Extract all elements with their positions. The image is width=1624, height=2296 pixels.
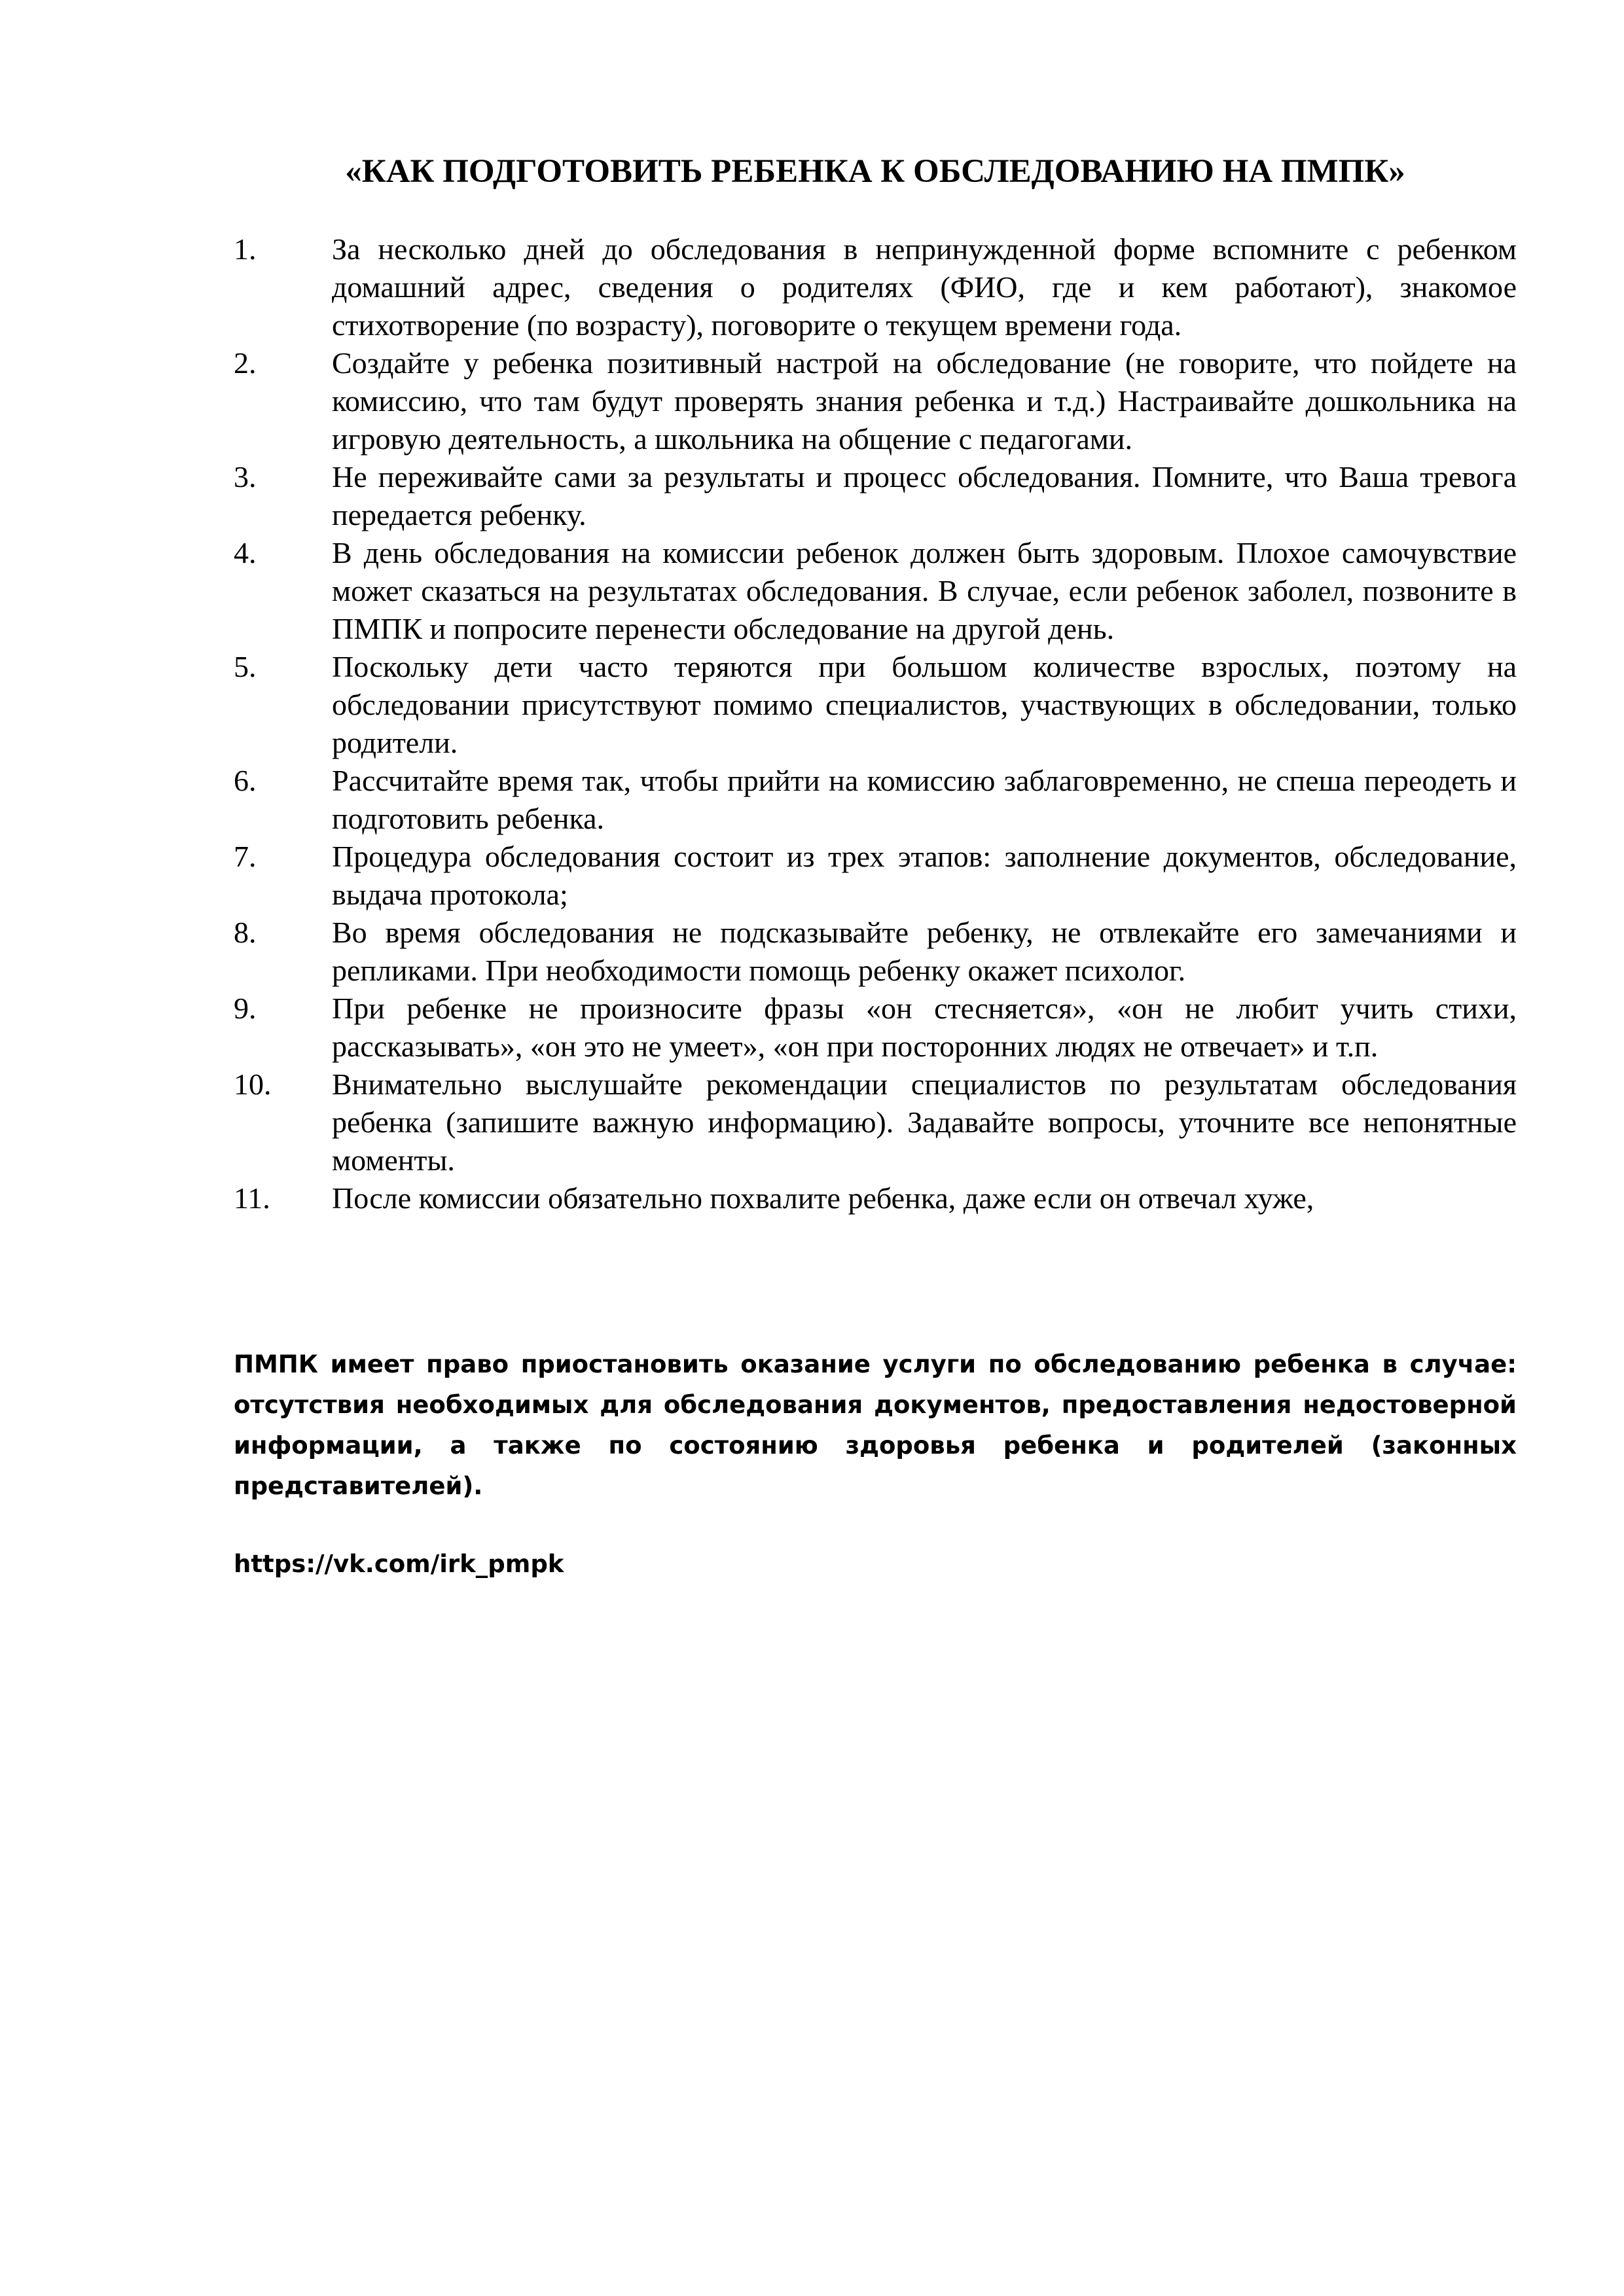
list-item-text: Во время обследования не подсказывайте ребенку, не отвлекайте его замечаниями и репликами. При необходимости помощь ребенку окажет психолог.	[332, 916, 1517, 987]
vk-link[interactable]: https://vk.com/irk_pmpk	[234, 1550, 564, 1578]
list-item-number: 8.	[234, 916, 257, 949]
list-item-text: При ребенке не произносите фразы «он стесняется», «он не любит учить стихи, рассказывать», «он это не умеет», «он при посторонних людях не отвечает» и т.п.	[332, 992, 1517, 1063]
list-item	[234, 838, 1517, 914]
list-item-text: В день обследования на комиссии ребенок должен быть здоровым. Плохое самочувствие может сказаться на результатах обследования. В случае, если ребенок заболел, позвоните в ПМПК и попросите перенести обследование на другой день.	[332, 536, 1517, 645]
list-item-number: 4.	[234, 536, 257, 569]
list-item	[234, 458, 1517, 534]
list-item-number: 5.	[234, 650, 257, 683]
list-item-text: Рассчитайте время так, чтобы прийти на комиссию заблаговременно, не спеша переодеть и подготовить ребенка.	[332, 764, 1517, 835]
list-item-number: 2.	[234, 346, 257, 380]
list-item-text: Не переживайте сами за результаты и процесс обследования. Помните, что Ваша тревога передается ребенку.	[332, 460, 1517, 531]
list-item-text: Создайте у ребенка позитивный настрой на обследование (не говорите, что пойдете на комиссию, что там будут проверять знания ребенка и т.д.) Настраивайте дошкольника на игровую деятельность, а школьника на общение с педагогами.	[332, 346, 1517, 456]
list-item-number: 1.	[234, 232, 257, 266]
list-item	[234, 534, 1517, 648]
list-item-text: Поскольку дети часто теряются при большом количестве взрослых, поэтому на обследовании присутствуют помимо специалистов, участвующих в обследовании, только родители.	[332, 650, 1517, 759]
list-item-text: Внимательно выслушайте рекомендации специалистов по результатам обследования ребенка (запишите важную информацию). Задавайте вопросы, уточните все непонятные моменты.	[332, 1067, 1517, 1177]
list-item-number: 11.	[234, 1181, 270, 1215]
list-item-text: Процедура обследования состоит из трех этапов: заполнение документов, обследование, выдача протокола;	[332, 840, 1517, 911]
list-item	[234, 762, 1517, 838]
notice-paragraph: ПМПК имеет право приостановить оказание услуги по обследованию ребенка в случае: отсутствия необходимых для обследования документов, предоставления недостоверной информации, а также по состоянию здоровья ребенка и родителей (законных представителей).	[234, 1350, 1517, 1500]
list-item	[234, 230, 1517, 344]
list-item-number: 6.	[234, 764, 257, 797]
list-item	[234, 990, 1517, 1066]
list-item	[234, 648, 1517, 762]
list-item	[234, 1066, 1517, 1179]
list-item-text: За несколько дней до обследования в непринужденной форме вспомните с ребенком домашний адрес, сведения о родителях (ФИО, где и кем работают), знакомое стихотворение (по возрасту), поговорите о текущем времени года.	[332, 232, 1517, 342]
list-item	[234, 1179, 1517, 1217]
document-title: «КАК ПОДГОТОВИТЬ РЕБЕНКА К ОБСЛЕДОВАНИЮ НА ПМПК»	[345, 153, 1405, 190]
list-item-number: 3.	[234, 460, 257, 493]
recommendations-list	[234, 230, 1517, 1217]
list-item-number: 10.	[234, 1067, 272, 1101]
list-item-number: 9.	[234, 992, 257, 1025]
list-item-number: 7.	[234, 840, 257, 873]
list-item	[234, 914, 1517, 990]
list-item-text: После комиссии обязательно похвалите ребенка, даже если он отвечал хуже,	[332, 1181, 1314, 1215]
list-item	[234, 344, 1517, 458]
